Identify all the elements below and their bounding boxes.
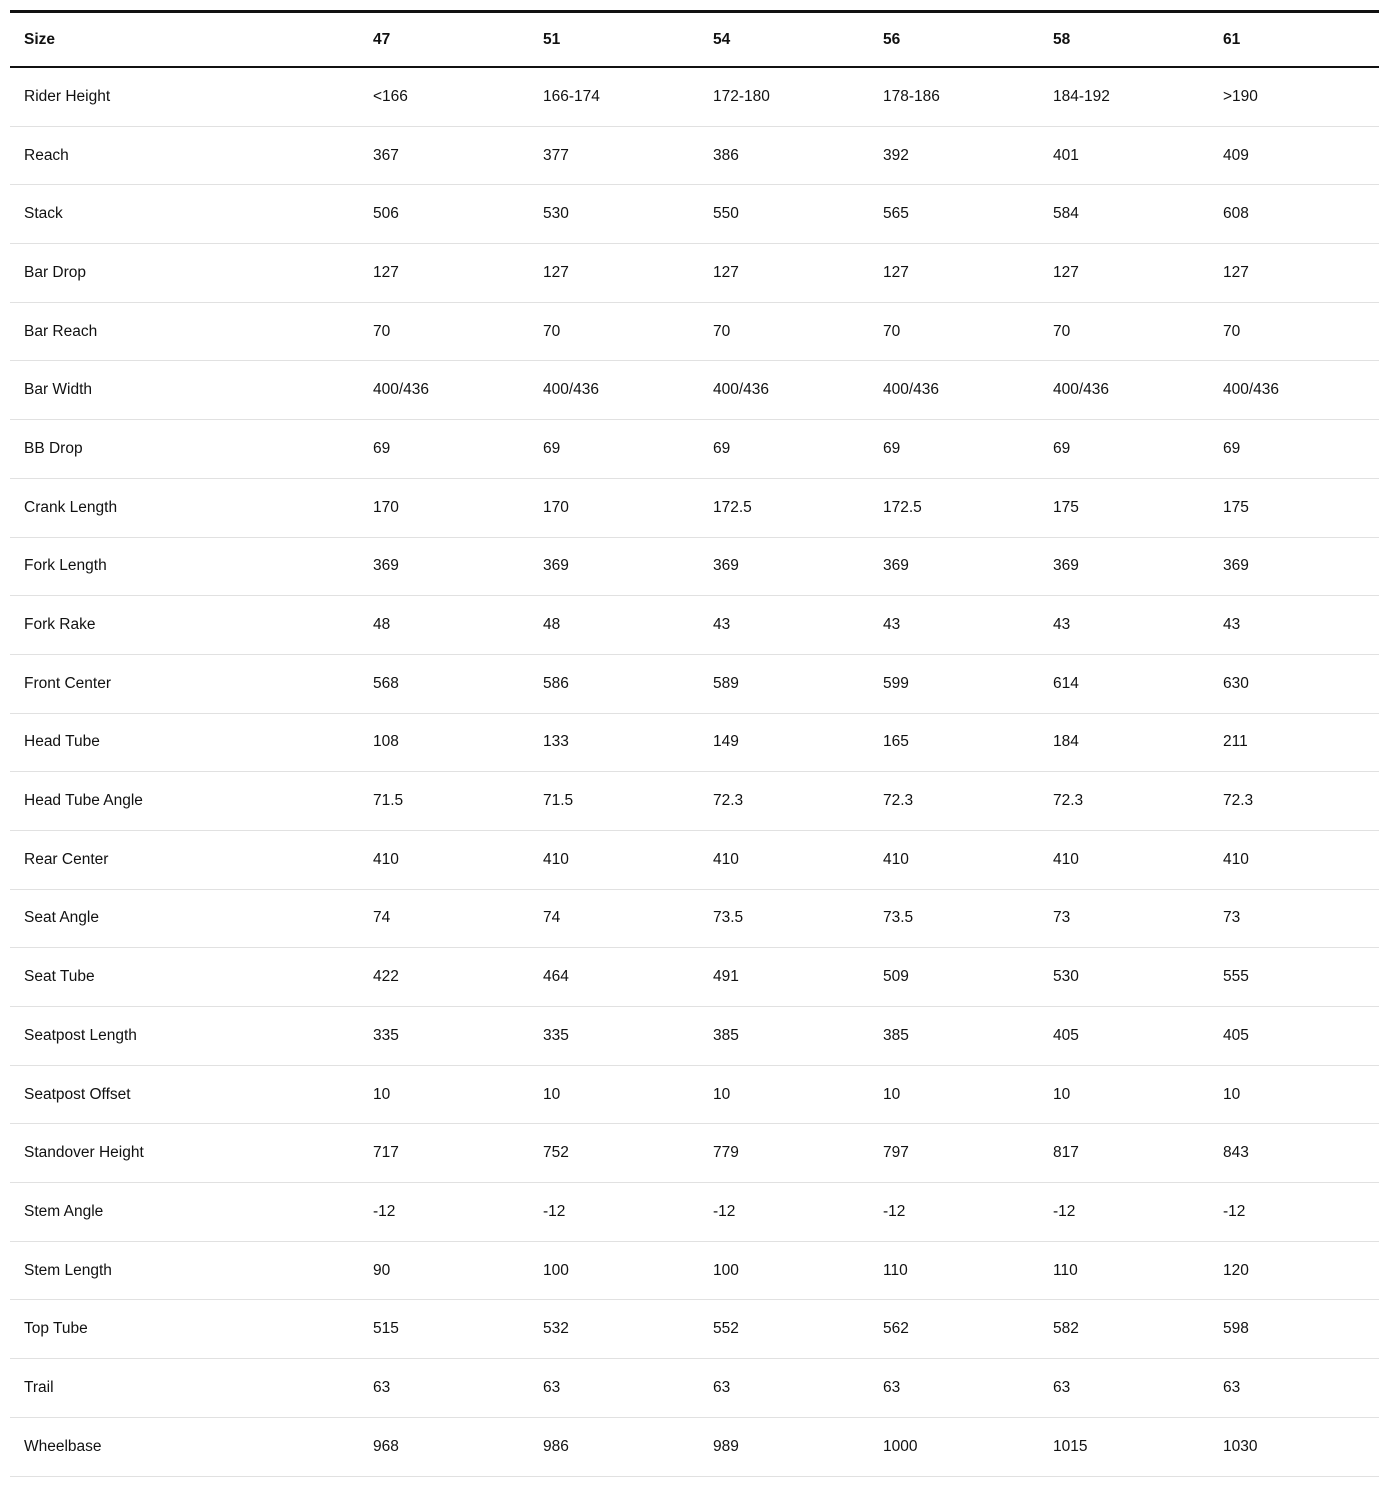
spec-value: 552: [699, 1300, 869, 1359]
spec-value: 48: [529, 596, 699, 655]
spec-value: 968: [359, 1417, 529, 1476]
column-header-size: Size: [10, 12, 359, 68]
spec-value: 598: [1209, 1300, 1379, 1359]
spec-value: 100: [529, 1241, 699, 1300]
spec-value: 149: [699, 713, 869, 772]
geometry-table-header: [10, 12, 1379, 68]
spec-value: 369: [869, 537, 1039, 596]
spec-value: 69: [869, 420, 1039, 479]
spec-value: 69: [699, 420, 869, 479]
spec-value: 133: [529, 713, 699, 772]
spec-value: 410: [1039, 830, 1209, 889]
spec-row-crank-length: [10, 478, 1379, 537]
spec-value: 110: [869, 1241, 1039, 1300]
spec-label: Stack: [10, 185, 359, 244]
spec-value: 90: [359, 1241, 529, 1300]
spec-value: 110: [1039, 1241, 1209, 1300]
spec-row-bar-width: [10, 361, 1379, 420]
spec-value: 72.3: [869, 772, 1039, 831]
spec-value: 127: [1209, 244, 1379, 303]
column-header-size-61: 61: [1209, 12, 1379, 68]
spec-value: 843: [1209, 1124, 1379, 1183]
spec-value: 63: [359, 1359, 529, 1418]
spec-label: Rear Center: [10, 830, 359, 889]
spec-value: >190: [1209, 67, 1379, 126]
spec-label: Stem Angle: [10, 1183, 359, 1242]
spec-value: 10: [1209, 1065, 1379, 1124]
spec-value: 400/436: [1209, 361, 1379, 420]
spec-value: 1015: [1039, 1417, 1209, 1476]
spec-value: 506: [359, 185, 529, 244]
spec-label: Seat Angle: [10, 889, 359, 948]
spec-value: 72.3: [1039, 772, 1209, 831]
spec-value: 599: [869, 654, 1039, 713]
spec-value: 555: [1209, 948, 1379, 1007]
spec-value: 589: [699, 654, 869, 713]
spec-value: 509: [869, 948, 1039, 1007]
spec-value: 63: [1209, 1359, 1379, 1418]
spec-value: 172.5: [699, 478, 869, 537]
spec-row-seatpost-length: [10, 1007, 1379, 1066]
spec-value: 369: [1209, 537, 1379, 596]
spec-value: 717: [359, 1124, 529, 1183]
spec-row-seatpost-offset: [10, 1065, 1379, 1124]
spec-value: 170: [359, 478, 529, 537]
spec-value: 127: [869, 244, 1039, 303]
spec-value: 127: [699, 244, 869, 303]
spec-value: 43: [1039, 596, 1209, 655]
spec-row-bar-reach: [10, 302, 1379, 361]
spec-row-trail: [10, 1359, 1379, 1418]
spec-value: 70: [699, 302, 869, 361]
spec-row-front-center: [10, 654, 1379, 713]
spec-value: -12: [1039, 1183, 1209, 1242]
spec-value: 184-192: [1039, 67, 1209, 126]
spec-value: 401: [1039, 126, 1209, 185]
spec-label: Seatpost Length: [10, 1007, 359, 1066]
spec-value: 752: [529, 1124, 699, 1183]
spec-value: 10: [359, 1065, 529, 1124]
spec-value: 369: [529, 537, 699, 596]
spec-value: 532: [529, 1300, 699, 1359]
spec-value: 630: [1209, 654, 1379, 713]
spec-value: 464: [529, 948, 699, 1007]
spec-value: 69: [359, 420, 529, 479]
spec-value: 70: [359, 302, 529, 361]
spec-value: 989: [699, 1417, 869, 1476]
spec-value: 120: [1209, 1241, 1379, 1300]
spec-value: 582: [1039, 1300, 1209, 1359]
spec-value: 63: [1039, 1359, 1209, 1418]
spec-value: 184: [1039, 713, 1209, 772]
spec-value: 400/436: [1039, 361, 1209, 420]
spec-value: 568: [359, 654, 529, 713]
spec-value: 73.5: [699, 889, 869, 948]
spec-value: 172-180: [699, 67, 869, 126]
spec-value: 385: [869, 1007, 1039, 1066]
spec-value: 367: [359, 126, 529, 185]
spec-value: 565: [869, 185, 1039, 244]
spec-value: 69: [1209, 420, 1379, 479]
spec-value: 69: [529, 420, 699, 479]
spec-value: 43: [699, 596, 869, 655]
spec-label: Bar Drop: [10, 244, 359, 303]
spec-value: 385: [699, 1007, 869, 1066]
spec-value: 74: [359, 889, 529, 948]
spec-label: Front Center: [10, 654, 359, 713]
spec-value: 10: [529, 1065, 699, 1124]
spec-value: 335: [359, 1007, 529, 1066]
spec-value: 70: [869, 302, 1039, 361]
spec-value: 797: [869, 1124, 1039, 1183]
spec-value: 530: [529, 185, 699, 244]
geometry-table-body: [10, 67, 1379, 1476]
spec-value: 515: [359, 1300, 529, 1359]
spec-value: -12: [869, 1183, 1039, 1242]
spec-value: 377: [529, 126, 699, 185]
spec-value: 73: [1039, 889, 1209, 948]
spec-row-stem-length: [10, 1241, 1379, 1300]
spec-value: 562: [869, 1300, 1039, 1359]
spec-value: 175: [1209, 478, 1379, 537]
spec-row-fork-rake: [10, 596, 1379, 655]
spec-value: 608: [1209, 185, 1379, 244]
spec-value: 335: [529, 1007, 699, 1066]
spec-value: 410: [359, 830, 529, 889]
geometry-size-table: [10, 10, 1379, 1477]
spec-value: 1000: [869, 1417, 1039, 1476]
spec-value: 586: [529, 654, 699, 713]
spec-value: -12: [529, 1183, 699, 1242]
spec-value: 166-174: [529, 67, 699, 126]
spec-label: Standover Height: [10, 1124, 359, 1183]
spec-value: 165: [869, 713, 1039, 772]
spec-value: 70: [1039, 302, 1209, 361]
spec-row-reach: [10, 126, 1379, 185]
spec-row-rear-center: [10, 830, 1379, 889]
spec-value: 369: [699, 537, 869, 596]
spec-value: 392: [869, 126, 1039, 185]
spec-value: 100: [699, 1241, 869, 1300]
spec-row-fork-length: [10, 537, 1379, 596]
spec-label: Bar Reach: [10, 302, 359, 361]
spec-row-seat-tube: [10, 948, 1379, 1007]
spec-value: 70: [529, 302, 699, 361]
spec-value: 400/436: [699, 361, 869, 420]
spec-value: 63: [699, 1359, 869, 1418]
spec-label: Head Tube: [10, 713, 359, 772]
spec-label: Fork Rake: [10, 596, 359, 655]
spec-row-wheelbase: [10, 1417, 1379, 1476]
spec-value: 71.5: [359, 772, 529, 831]
spec-value: 63: [529, 1359, 699, 1418]
spec-value: 422: [359, 948, 529, 1007]
spec-value: 410: [1209, 830, 1379, 889]
spec-value: 369: [1039, 537, 1209, 596]
column-header-size-47: 47: [359, 12, 529, 68]
spec-value: 491: [699, 948, 869, 1007]
spec-value: 73.5: [869, 889, 1039, 948]
spec-value: 127: [529, 244, 699, 303]
spec-row-standover-height: [10, 1124, 1379, 1183]
spec-value: 172.5: [869, 478, 1039, 537]
spec-label: Seat Tube: [10, 948, 359, 1007]
spec-row-head-tube: [10, 713, 1379, 772]
spec-value: 170: [529, 478, 699, 537]
spec-label: Bar Width: [10, 361, 359, 420]
size-header-row: [10, 12, 1379, 68]
spec-value: <166: [359, 67, 529, 126]
spec-value: 817: [1039, 1124, 1209, 1183]
spec-value: 405: [1209, 1007, 1379, 1066]
spec-row-bar-drop: [10, 244, 1379, 303]
spec-row-top-tube: [10, 1300, 1379, 1359]
spec-value: 584: [1039, 185, 1209, 244]
spec-label: Seatpost Offset: [10, 1065, 359, 1124]
spec-value: 550: [699, 185, 869, 244]
spec-value: 10: [699, 1065, 869, 1124]
spec-value: 72.3: [699, 772, 869, 831]
spec-row-seat-angle: [10, 889, 1379, 948]
spec-value: 70: [1209, 302, 1379, 361]
spec-value: 779: [699, 1124, 869, 1183]
spec-value: 108: [359, 713, 529, 772]
column-header-size-51: 51: [529, 12, 699, 68]
spec-value: 178-186: [869, 67, 1039, 126]
spec-row-stack: [10, 185, 1379, 244]
spec-value: 405: [1039, 1007, 1209, 1066]
spec-row-rider-height: [10, 67, 1379, 126]
spec-value: 43: [869, 596, 1039, 655]
spec-value: 73: [1209, 889, 1379, 948]
spec-label: Fork Length: [10, 537, 359, 596]
spec-label: Head Tube Angle: [10, 772, 359, 831]
spec-label: BB Drop: [10, 420, 359, 479]
spec-value: 400/436: [869, 361, 1039, 420]
column-header-size-56: 56: [869, 12, 1039, 68]
spec-label: Crank Length: [10, 478, 359, 537]
spec-value: 530: [1039, 948, 1209, 1007]
spec-value: 386: [699, 126, 869, 185]
spec-row-stem-angle: [10, 1183, 1379, 1242]
spec-value: 369: [359, 537, 529, 596]
column-header-size-54: 54: [699, 12, 869, 68]
spec-value: 127: [359, 244, 529, 303]
spec-label: Rider Height: [10, 67, 359, 126]
spec-value: -12: [1209, 1183, 1379, 1242]
spec-value: 410: [869, 830, 1039, 889]
spec-value: 211: [1209, 713, 1379, 772]
spec-label: Reach: [10, 126, 359, 185]
spec-value: 43: [1209, 596, 1379, 655]
spec-value: 127: [1039, 244, 1209, 303]
spec-value: 69: [1039, 420, 1209, 479]
spec-value: 48: [359, 596, 529, 655]
spec-value: 63: [869, 1359, 1039, 1418]
spec-value: 614: [1039, 654, 1209, 713]
spec-value: 400/436: [529, 361, 699, 420]
spec-value: 410: [529, 830, 699, 889]
spec-label: Trail: [10, 1359, 359, 1418]
spec-value: -12: [699, 1183, 869, 1242]
column-header-size-58: 58: [1039, 12, 1209, 68]
spec-label: Wheelbase: [10, 1417, 359, 1476]
spec-value: 400/436: [359, 361, 529, 420]
spec-label: Stem Length: [10, 1241, 359, 1300]
spec-value: 71.5: [529, 772, 699, 831]
spec-value: 10: [1039, 1065, 1209, 1124]
spec-value: 1030: [1209, 1417, 1379, 1476]
spec-value: 72.3: [1209, 772, 1379, 831]
spec-value: 175: [1039, 478, 1209, 537]
spec-value: 986: [529, 1417, 699, 1476]
spec-value: 74: [529, 889, 699, 948]
spec-value: 410: [699, 830, 869, 889]
spec-row-bb-drop: [10, 420, 1379, 479]
spec-value: 409: [1209, 126, 1379, 185]
spec-value: 10: [869, 1065, 1039, 1124]
spec-value: -12: [359, 1183, 529, 1242]
spec-row-head-tube-angle: [10, 772, 1379, 831]
spec-label: Top Tube: [10, 1300, 359, 1359]
